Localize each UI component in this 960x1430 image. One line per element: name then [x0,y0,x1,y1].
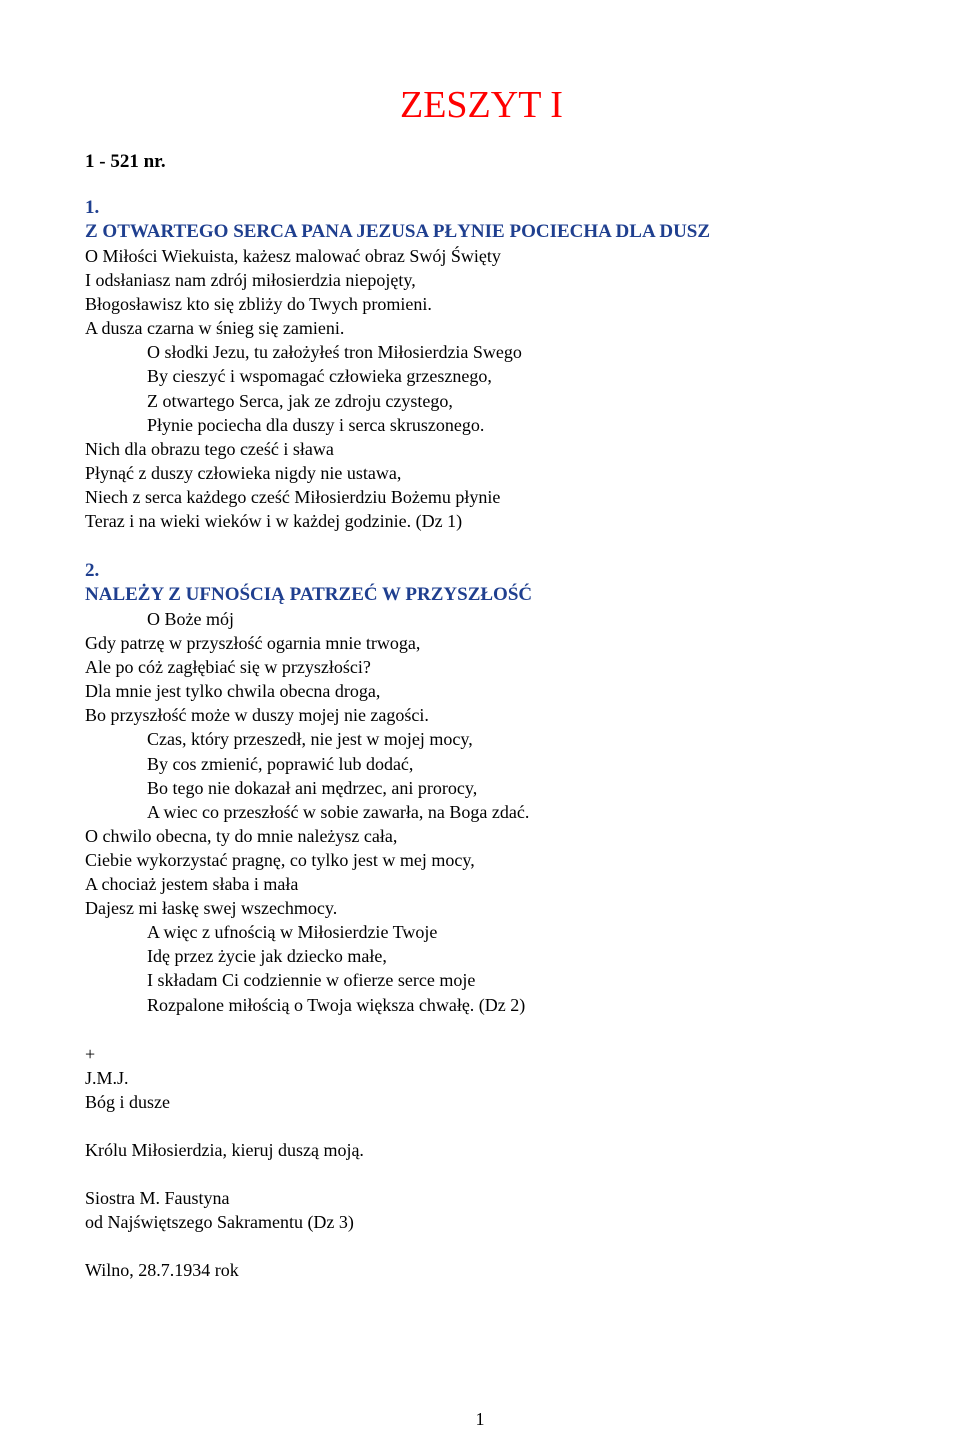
poem-line: Idę przez życie jak dziecko małe, [147,946,387,967]
poem-line: Dla mnie jest tylko chwila obecna droga, [85,681,381,702]
poem-line: By cos zmienić, poprawić lub dodać, [147,753,414,774]
poem-line: Płynie pociecha dla duszy i serca skruszonego. [147,414,485,435]
spacer [85,1162,364,1186]
section-1 [85,196,710,533]
section-number: 1. [85,197,100,218]
signature-name: Siostra M. Faustyna [85,1188,230,1208]
page-number: 1 [475,1409,485,1429]
poem-line: I odsłaniasz nam zdrój miłosierdzia niepojęty, [85,270,416,291]
section-2 [85,559,532,1017]
poem-line: O Miłości Wiekuista, każesz malować obraz Swój Święty [85,246,501,266]
poem-line: O Boże mój [147,609,234,629]
poem-line: Z otwartego Serca, jak ze zdroju czystego, [147,390,453,411]
poem-line: Czas, który przeszedł, nie jest w mojej mocy, [147,729,473,750]
place-date: Wilno, 28.7.1934 rok [85,1260,239,1280]
poem-line: Nich dla obrazu tego cześć i sława [85,438,334,459]
section-number: 2. [85,560,100,581]
poem-line: O chwilo obecna, ty do mnie należysz cała, [85,825,398,846]
poem-line: I składam Ci codziennie w ofierze serce moje [147,970,476,991]
entry-range: 1 - 521 nr. [85,151,166,172]
poem-line: Dajesz mi łaskę swej wszechmocy. [85,898,338,919]
poem-line: Bo przyszłość może w duszy mojej nie zagości. [85,705,429,726]
jmj-mark: J.M.J. [85,1068,129,1088]
poem-line: A wiec co przeszłość w sobie zawarła, na Boga zdać. [147,801,530,822]
poem-line: Ale po cóż zagłębiać się w przyszłości? [85,657,371,678]
cross-mark: + [85,1044,96,1064]
poem-line: Rozpalone miłością o Twoja większa chwałę. (Dz 2) [147,994,526,1015]
spacer [85,1114,364,1138]
poem-line: Niech z serca każdego cześć Miłosierdziu Bożemu płynie [85,486,501,507]
page-title: ZESZYT I [400,84,563,126]
poem-line: Bo tego nie dokazał ani mędrzec, ani prorocy, [147,777,478,798]
poem-line: By cieszyć i wspomagać człowieka grzesznego, [147,366,492,387]
poem-line: A dusza czarna w śnieg się zamieni. [85,318,345,339]
signature-order: od Najświętszego Sakramentu (Dz 3) [85,1212,354,1232]
invocation: Królu Miłosierdzia, kieruj duszą moją. [85,1140,364,1160]
dedication-heading: Bóg i dusze [85,1092,170,1112]
section-title: Z OTWARTEGO SERCA PANA JEZUSA PŁYNIE POCIECHA DLA DUSZ [85,221,711,242]
poem-line: O słodki Jezu, tu założyłeś tron Miłosierdzia Swego [147,342,522,363]
dedication-block [85,1042,364,1282]
poem-line: Teraz i na wieki wieków i w każdej godzinie. (Dz 1) [85,511,463,532]
poem-line: A więc z ufnością w Miłosierdzie Twoje [147,922,438,943]
poem-line: Błogosławisz kto się zbliży do Twych promieni. [85,294,432,315]
section-title: NALEŻY Z UFNOŚCIĄ PATRZEĆ W PRZYSZŁOŚĆ [85,584,533,605]
poem-line: A chociaż jestem słaba i mała [85,874,299,895]
poem-line: Ciebie wykorzystać pragnę, co tylko jest w mej mocy, [85,849,475,870]
poem-line: Płynąć z duszy człowieka nigdy nie ustawa, [85,462,402,483]
poem-line: Gdy patrzę w przyszłość ogarnia mnie trwoga, [85,633,421,654]
spacer [85,1234,364,1258]
